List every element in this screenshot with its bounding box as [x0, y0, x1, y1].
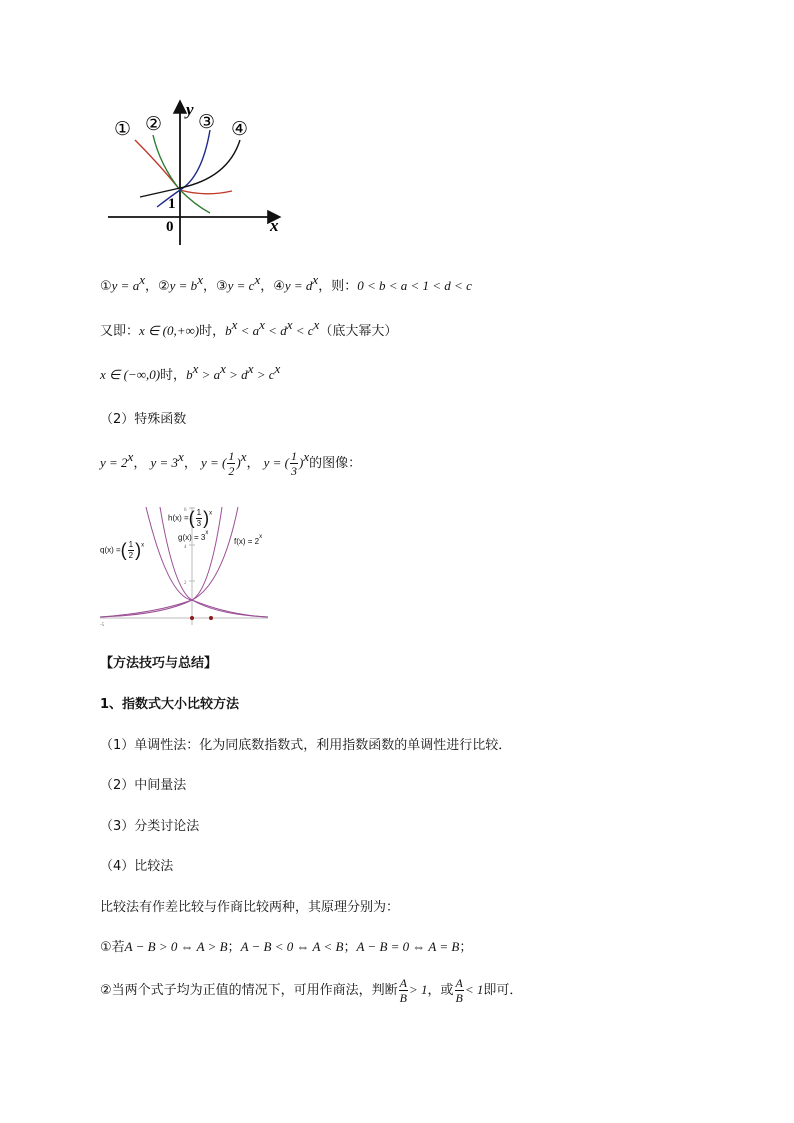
- curve-4: [140, 140, 240, 197]
- y-axis-label: y: [186, 100, 194, 119]
- method-intermediate: （2）中间量法: [100, 778, 187, 793]
- label-g: $g(x) = 3^x$: [178, 530, 209, 542]
- label-h: h(x) =( $\frac{1}{3}$ )$^x$: [168, 508, 213, 528]
- curve-2: [153, 135, 210, 213]
- fraction-a-over-b: $\frac{A}{B}$: [399, 976, 407, 1005]
- compare-principle: 比较法有作差比较与作商比较两种，其原理分别为：: [100, 900, 400, 915]
- subsection-heading: 1、指数式大小比较方法: [100, 697, 240, 712]
- point-2: [209, 616, 213, 620]
- label-4: ④: [231, 119, 249, 140]
- exponential-comparison-graph: [100, 95, 290, 255]
- tick-label-neg5: -5: [100, 623, 105, 628]
- section-heading: 【方法技巧与总结】: [100, 656, 218, 671]
- label-q: q(x) =( $\frac{1}{2}$ )$^x$: [100, 540, 145, 560]
- x-axis-label: x: [270, 216, 279, 235]
- quotient-rule: ②当两个式子均为正值的情况下，可用作商法，判断 $\frac{A}{B}$ > 1，或 $\frac{A}{B}$ < 1即可．: [100, 976, 523, 1005]
- label-3: ③: [198, 112, 216, 133]
- special-functions-list: $y = 2^x$， $y = 3^x$， y = ( $\frac{1}{2}$ )$^x$， y = ( $\frac{1}{3}$ )$^x$的图像：: [100, 449, 362, 478]
- curve-1: [135, 140, 232, 194]
- origin-label: 0: [166, 219, 174, 235]
- method-case: （3）分类讨论法: [100, 819, 200, 834]
- line-negative-x: x ∈ (−∞,0)时，$b^x > a^x > d^x > c^x$: [100, 361, 281, 383]
- tick-label-4: 4: [184, 545, 187, 550]
- line-ordering: ①y = $a^x$，②y = $b^x$，③y = $c^x$，④y = $d^x$，则：0 < b < a < 1 < d < c: [100, 272, 472, 294]
- label-2: ②: [145, 114, 163, 135]
- method-compare: （4）比较法: [100, 859, 174, 874]
- one-label: 1: [168, 196, 176, 212]
- label-f: $f(x) = 2^x$: [234, 534, 263, 546]
- line-positive-x: 又即：x ∈ (0,+∞)时，$b^x < a^x < d^x < c^x$（底大幂大）: [100, 317, 398, 339]
- tick-label-2: 2: [184, 581, 187, 586]
- method-monotonic: （1）单调性法：化为同底数指数式，利用指数函数的单调性进行比较．: [100, 738, 512, 753]
- difference-rule: ①若A − B > 0 ⇔ A > B；A − B < 0 ⇔ A < B；A − B = 0 ⇔ A = B；: [100, 939, 473, 955]
- fraction-one-third: $\frac{1}{3}$: [291, 449, 297, 478]
- point-1: [190, 616, 194, 620]
- tick-label-6: 6: [184, 508, 187, 513]
- label-1: ①: [114, 119, 132, 140]
- fraction-one-half: $\frac{1}{2}$: [228, 449, 235, 478]
- special-functions-heading: （2）特殊函数: [100, 412, 187, 427]
- fraction-a-over-b-2: $\frac{A}{B}$: [455, 976, 463, 1005]
